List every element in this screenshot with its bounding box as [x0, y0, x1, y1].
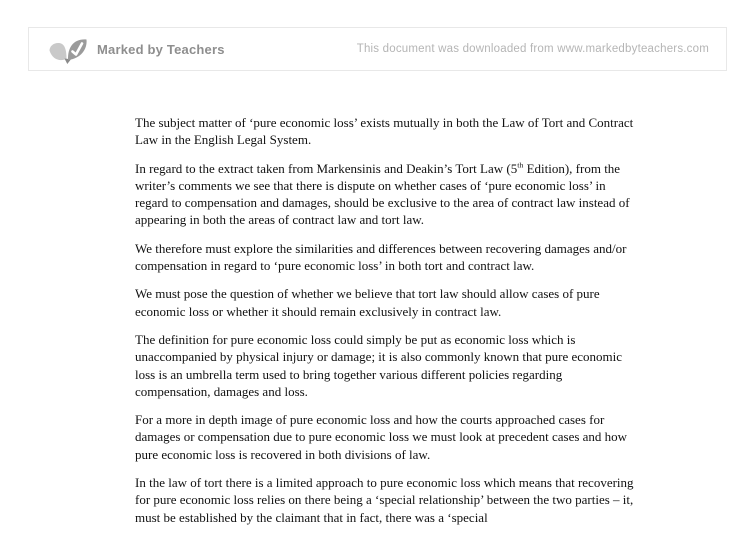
- essay-paragraph: The definition for pure economic loss could simply be put as economic loss which is unaccompanied by physical injury or damage; it is also commonly known that pure economic loss is an umbrella term used to bring together various different policies regarding compensation, damages and loss.: [135, 331, 623, 399]
- download-notice: This document was downloaded from www.markedbyteachers.com: [356, 43, 709, 55]
- essay-body: [135, 114, 637, 537]
- essay-paragraph: In the law of tort there is a limited approach to pure economic loss which means that recovering for pure economic loss relies on there being a ‘special relationship’ between the two parties – it, must be established by the claimant that in fact, there was a ‘special: [135, 475, 634, 525]
- essay-paragraph: The subject matter of ‘pure economic loss’ exists mutually in both the Law of Tort and Contract Law in the English Legal System.: [135, 115, 634, 148]
- paragraph-text: In regard to the extract taken from Markensinis and Deakin’s Tort Law (5: [135, 160, 518, 176]
- paragraph-text: Edition), from the writer’s comments we see that there is dispute on whether cases of ‘pure economic loss’ in regard to compensation and damages, should be exclusive to the area of contract law instead of appearing in both the areas of contract law and tort law.: [135, 160, 630, 228]
- marked-by-teachers-logo-icon: [48, 35, 88, 64]
- essay-paragraph: For a more in depth image of pure economic loss and how the courts approached cases for damages or compensation due to pure economic loss we must look at precedent cases and how pure economic loss is recovered in both divisions of law.: [135, 412, 628, 462]
- brand: [48, 35, 225, 64]
- essay-paragraph: We must pose the question of whether we believe that tort law should allow cases of pure economic loss or whether it should remain exclusively in contract law.: [135, 286, 600, 319]
- header-bar: [28, 27, 727, 71]
- superscript-ordinal: th: [517, 160, 524, 170]
- essay-paragraph: We therefore must explore the similarities and differences between recovering damages and/or compensation in regard to ‘pure economic loss’ in both tort and contract law.: [135, 240, 627, 274]
- essay-paragraph: [135, 160, 637, 229]
- brand-name: Marked by Teachers: [97, 41, 225, 57]
